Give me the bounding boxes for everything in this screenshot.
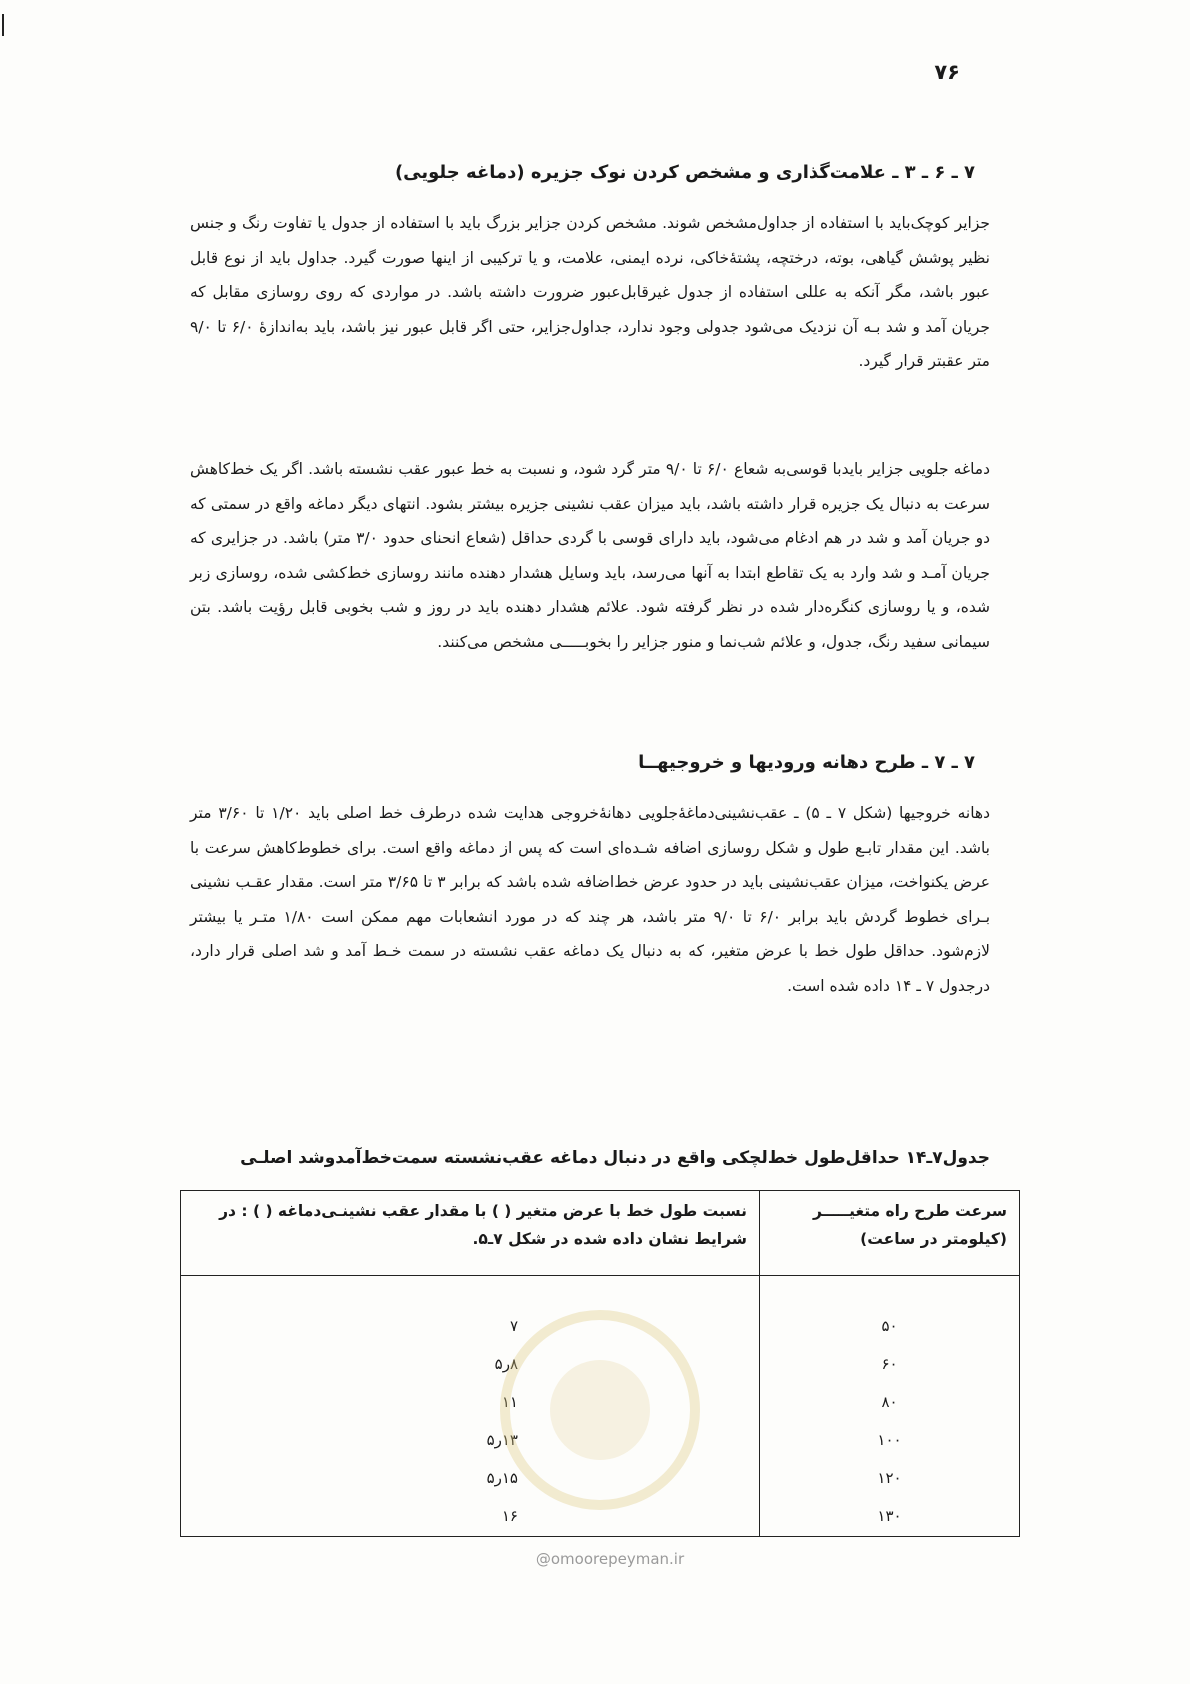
table-caption: جدول۷ـ۱۴ حداقل‌طول خط‌لچکی واقع در دنبال دماغه عقب‌نشسته سمت‌خط‌آمدوشد اصلـی: [240, 1148, 990, 1168]
paragraph-island-nose-radius: دماغه جلویی جزایر بایدبا قوسی‌به شعاع ۶/۰ تا ۹/۰ متر گرد شود، و نسبت به خط عبور عقب نشسته باشد. اگر یک خط‌کاهش سرعت به دنبال یک جزیره قرار داشته باشد، باید میزان عقب نشینی جزیره بیشتر بشود. انتهای دیگر دماغه واقع در سمتی که دو جریان آمد و شد در هم ادغام می‌شود، باید دارای قوسی با گردی حداقل (شعاع انحنای حدود ۳/۰ متر) باشد. در جزایری که جریان آمـد و شد وارد به یک تقاطع ابتدا به آنها می‌رسد، باید وسایل هشدار دهنده مانند روسازی خط‌کشی شده، روسازی زبر شده، و یا روسازی کنگره‌دار شده در نظر گرفته شود. علائم هشدار دهنده باید در روز و شب بخوبی قابل رؤیت باشد. بتن سیمانی سفید رنگ، جدول، و علائم شب‌نما و منور جزایر را بخوبـــــی مشخص می‌کنند.: [190, 460, 991, 651]
header-taper-ratio: نسبت طول خط با عرض متغیر ( ) با مقدار عقب نشینـی‌دماغه ( ) : در شرایط نشان داده شده در شکل ۷ـ۵.: [181, 1191, 760, 1276]
section-heading-island-nose: ۷ ـ ۶ ـ ۳ ـ علامت‌گذاری و مشخص کردن نوک جزیره (دماغه جلویی): [394, 162, 975, 183]
watermark-seal-icon: [500, 1310, 700, 1510]
paragraph-exit-offset: دهانه خروجیها (شکل ۷ ـ ۵) ـ عقب‌نشینی‌دماغه‌ٔجلویی دهانه‌ٔخروجی هدایت شده درطرف خط اصلی باید ۱/۲۰ تا ۳/۶۰ متر باشد. این مقدار تابـع طول و شکل روسازی اضافه شـده‌ای است که پس از دماغه واقع است. برای خطوط‌کاهش سرعت با عرض یکنواخت، میزان عقب‌نشینی باید در حدود عرض خط‌اضافه شده باشد که برابر ۳ تا ۳/۶۵ متر است. مقدار عقـب نشینی بـرای خطوط گردش باید برابر ۶/۰ تا ۹/۰ متر باشد، هر چند که در مورد انشعابات مهم ممکن است ۱/۸۰ متـر یا بیشتر لازم‌شود. حداقل طول خط با عرض متغیر، که به دنبال یک دماغه عقب نشسته در سمت خـط آمد و شد اصلی قرار دارد، درجدول ۷ ـ ۱۴ داده شده است.: [190, 804, 991, 995]
speed-value: ۸۰: [881, 1393, 898, 1411]
ratio-value: ۱۶: [501, 1507, 518, 1525]
ratio-value: ۷: [509, 1317, 518, 1335]
page-edge-mark: [2, 14, 4, 36]
ratio-value: ۱۱: [501, 1393, 518, 1411]
speed-value: ۱۳۰: [877, 1507, 902, 1525]
paragraph-island-curbs: جزایر کوچک‌باید با استفاده از جداول‌مشخص شوند. مشخص کردن جزایر بزرگ باید با استفاده از جدول یا تفاوت رنگ و جنس نظیر پوشش گیاهی، بوته، درختچه، پشته‌ٔخاکی، نرده ایمنی، علامت، و یا ترکیبی از اینها صورت گیرد. جداول باید از نوع قابل عبور باشد، مگر آنکه به عللی استفاده از جدول غیرقابل‌عبور ضرورت داشته باشد. در مواردی که روی روسازی مقابل که جریان آمد و شد بـه آن نزدیک می‌شود جدولی وجود ندارد، جداول‌جزایر، حتی اگر قابل عبور نیز باشد، باید به‌اندازه‌ٔ ۶/۰ تا ۹/۰ متر عقبتر قرار گیرد.: [190, 214, 990, 370]
speed-value: ۶۰: [881, 1355, 898, 1373]
section-heading-entrance-exit-design: ۷ ـ ۷ ـ طرح دهانه ورودیها و خروجیهــا: [638, 752, 975, 773]
speed-value: ۱۲۰: [877, 1469, 902, 1487]
speed-value: ۵۰: [881, 1317, 898, 1335]
ratio-value: ۱۵ر۵: [486, 1469, 518, 1487]
table-header-row: [181, 1191, 1020, 1276]
header-design-speed: سرعت طرح راه متغیـــــر (کیلومتر در ساعت): [760, 1191, 1020, 1276]
speed-values: [761, 1277, 1018, 1535]
speed-value: ۱۰۰: [877, 1431, 902, 1449]
watermark-center-icon: [550, 1360, 650, 1460]
ratio-value: ۱۳ر۵: [486, 1431, 518, 1449]
watermark-site: @omoorepeyman.ir: [535, 1550, 685, 1568]
page-number: ۷۶: [934, 60, 960, 84]
ratio-value: ۸ر۵: [494, 1355, 518, 1373]
speed-cell: [760, 1276, 1020, 1537]
